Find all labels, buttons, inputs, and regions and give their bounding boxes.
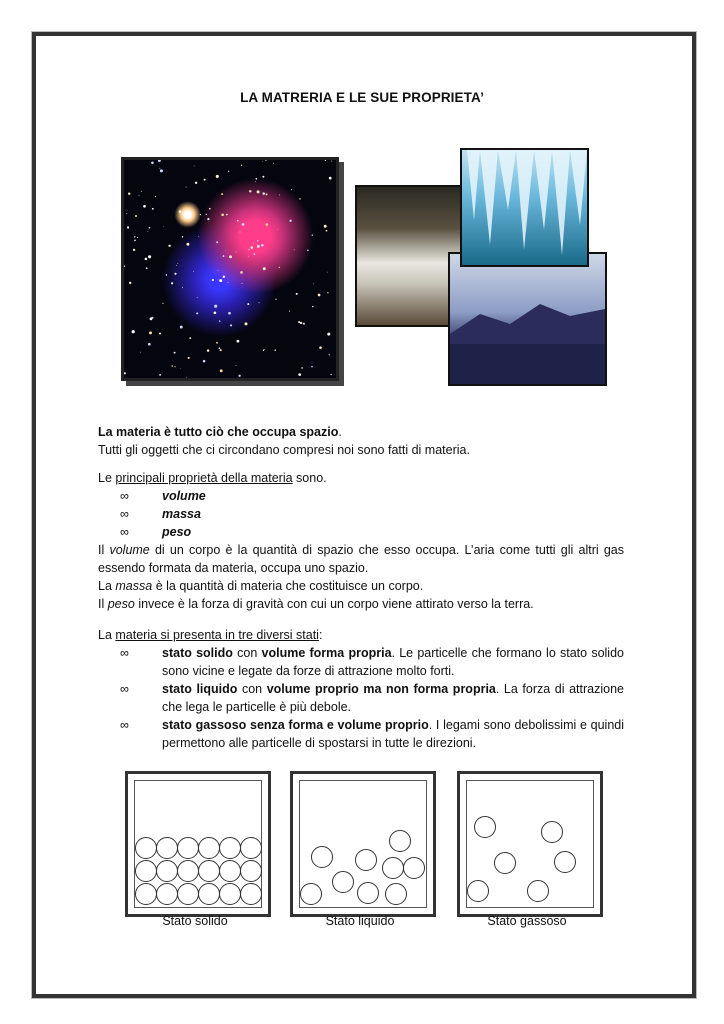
star: [152, 208, 154, 210]
star: [330, 374, 331, 375]
solid-particle: [199, 861, 220, 882]
state-text: con: [232, 646, 262, 660]
star: [189, 337, 191, 339]
liquid-particle: [404, 858, 425, 879]
star: [151, 162, 154, 165]
liquid-particle: [390, 831, 411, 852]
star: [127, 226, 129, 228]
star: [242, 223, 245, 226]
star: [182, 236, 183, 237]
solid-particle: [220, 861, 241, 882]
state-text: . La forza di attrazione che lega le particelle è più debole.: [162, 682, 624, 714]
star: [262, 176, 264, 178]
star: [188, 357, 190, 359]
star: [289, 220, 291, 222]
gas-particle: [528, 881, 549, 902]
star: [208, 222, 209, 223]
star: [228, 282, 229, 283]
properties-suffix: sono.: [292, 471, 327, 485]
liquid-state-diagram: [290, 771, 436, 917]
intro-paragraph: [98, 423, 624, 459]
peso-definition: [98, 595, 624, 613]
star: [230, 324, 232, 326]
star: [214, 312, 217, 315]
def-term: peso: [107, 597, 135, 611]
massa-definition: [98, 577, 624, 595]
state-name: stato gassoso senza forma e volume proprio: [162, 718, 429, 732]
star: [159, 332, 161, 334]
star: [257, 240, 258, 241]
star: [237, 340, 240, 343]
list-item: [98, 505, 624, 523]
star: [134, 239, 136, 241]
intro-period: .: [338, 425, 342, 439]
star: [298, 321, 300, 323]
star: [263, 192, 265, 194]
liquid-particle: [386, 884, 407, 905]
star: [186, 377, 187, 378]
star: [206, 214, 207, 215]
star: [255, 181, 256, 182]
star: [255, 178, 257, 180]
list-item: [98, 523, 624, 541]
liquid-particle: [333, 872, 354, 893]
star: [220, 369, 223, 372]
property-volume: volume: [162, 489, 206, 503]
star: [240, 271, 243, 274]
list-item: [98, 487, 624, 505]
state-text: . I legami sono debolissimi e quindi permettono alle particelle di spostarsi in tutte le direzioni.: [162, 718, 624, 750]
star: [162, 303, 163, 304]
galaxy-image: [121, 157, 339, 381]
states-prefix: La: [98, 628, 116, 642]
mountain-lake-image: [448, 252, 607, 386]
star: [141, 191, 142, 192]
star: [242, 283, 243, 284]
star: [247, 303, 249, 305]
star: [216, 342, 218, 344]
star: [146, 267, 148, 269]
solid-particle: [136, 884, 157, 905]
star: [216, 175, 219, 178]
star: [253, 243, 254, 244]
caption-liquid: Stato liquido: [325, 914, 395, 928]
liquid-particle: [383, 858, 404, 879]
caption-gas: Stato gassoso: [487, 914, 567, 928]
star: [133, 249, 135, 251]
solid-particle: [241, 861, 262, 882]
star: [126, 213, 127, 214]
gas-state-diagram: [457, 771, 603, 917]
star: [251, 246, 254, 249]
star: [229, 255, 232, 258]
def-text: invece è la forza di gravità con cui un corpo viene attirato verso la terra.: [134, 597, 534, 611]
star: [301, 367, 303, 369]
star: [228, 312, 231, 315]
star: [159, 374, 161, 376]
star: [147, 231, 148, 232]
star: [194, 166, 195, 167]
list-item: [98, 680, 624, 716]
star: [220, 349, 222, 351]
star: [218, 279, 219, 280]
properties-section: [98, 469, 624, 613]
star: [137, 237, 138, 238]
star: [195, 182, 197, 184]
star: [275, 299, 276, 300]
star: [174, 273, 176, 275]
def-text: di un corpo è la quantità di spazio che esso occupa. L’aria come tutti gli altri gas essendo formata da materia, occupa uno spazio.: [98, 543, 624, 575]
star: [312, 234, 313, 235]
star: [155, 196, 156, 197]
star: [236, 251, 237, 252]
star: [225, 250, 226, 251]
star: [303, 323, 305, 325]
star: [149, 331, 152, 334]
star: [263, 267, 266, 270]
star: [277, 229, 278, 230]
star: [203, 360, 206, 363]
star: [331, 161, 332, 162]
def-text: è la quantità di materia che costituisce un corpo.: [152, 579, 424, 593]
star: [223, 255, 225, 257]
star: [129, 282, 131, 284]
def-pre: La: [98, 579, 116, 593]
star: [291, 189, 292, 190]
star: [158, 160, 161, 162]
solid-particle: [178, 838, 199, 859]
star: [221, 213, 224, 216]
bullet-icon: ∞: [120, 489, 129, 503]
star: [145, 258, 148, 261]
gas-particle: [475, 817, 496, 838]
state-name: stato solido: [162, 646, 233, 660]
star: [186, 243, 189, 246]
liquid-particle: [312, 847, 333, 868]
star: [298, 373, 301, 376]
star: [216, 241, 218, 243]
list-item: [98, 644, 624, 680]
star: [186, 187, 187, 188]
solid-particle: [220, 884, 241, 905]
star: [319, 346, 322, 349]
star: [200, 214, 201, 215]
star: [196, 312, 198, 314]
star: [266, 223, 269, 226]
star: [124, 372, 126, 374]
property-massa: massa: [162, 507, 201, 521]
star: [318, 294, 321, 297]
states-link: materia si presenta in tre diversi stati: [115, 628, 319, 642]
solid-particle: [136, 838, 157, 859]
star: [221, 193, 223, 195]
volume-definition: [98, 541, 624, 577]
solid-particle: [178, 861, 199, 882]
star: [279, 194, 280, 195]
star: [182, 287, 183, 288]
star: [212, 279, 214, 281]
gas-particle: [468, 881, 489, 902]
star: [171, 282, 173, 284]
def-pre: Il: [98, 597, 108, 611]
star: [180, 368, 181, 369]
state-prop: volume proprio ma non forma propria: [266, 682, 496, 696]
star: [148, 255, 151, 258]
solid-state-diagram: [125, 771, 271, 917]
star: [168, 245, 170, 247]
icicles-image: [460, 148, 589, 267]
star: [245, 322, 248, 325]
star: [313, 283, 314, 284]
star: [198, 236, 199, 237]
star: [329, 354, 330, 355]
gas-particle: [495, 853, 516, 874]
star: [241, 165, 242, 166]
star: [214, 305, 217, 308]
star: [261, 244, 264, 247]
bullet-icon: ∞: [120, 718, 129, 732]
star: [219, 347, 221, 349]
star: [128, 192, 130, 194]
properties-link: principali proprietà della materia: [115, 471, 293, 485]
star: [279, 267, 280, 268]
bullet-icon: ∞: [120, 507, 129, 521]
star: [223, 276, 225, 278]
def-term: volume: [109, 543, 150, 557]
star: [174, 352, 176, 354]
star: [257, 245, 260, 248]
state-name: stato liquido: [162, 682, 238, 696]
star: [197, 297, 198, 298]
star: [240, 232, 241, 233]
star: [139, 195, 140, 196]
solid-particle: [157, 861, 178, 882]
star: [159, 168, 160, 169]
star: [327, 292, 328, 293]
star: [132, 330, 135, 333]
star: [238, 375, 240, 377]
star: [148, 343, 151, 346]
star: [176, 265, 177, 266]
star: [324, 225, 327, 228]
star: [163, 226, 164, 227]
list-item: [98, 716, 624, 752]
star: [254, 253, 256, 255]
star: [327, 272, 328, 273]
star: [228, 171, 229, 172]
star: [262, 161, 263, 162]
star: [149, 227, 151, 229]
star: [311, 366, 313, 368]
star: [265, 193, 267, 195]
star: [174, 366, 175, 367]
star: [236, 365, 237, 366]
properties-list: [98, 487, 624, 541]
star: [300, 322, 302, 324]
gas-particle: [555, 852, 576, 873]
property-peso: peso: [162, 525, 192, 539]
bullet-icon: ∞: [120, 525, 129, 539]
star: [207, 349, 209, 351]
star: [327, 333, 330, 336]
bullet-icon: ∞: [120, 682, 129, 696]
star: [180, 326, 183, 329]
state-text: . Le particelle che formano lo stato solido sono vicine e legate da forze di attrazione molto forti.: [162, 646, 624, 678]
state-prop: volume forma propria: [261, 646, 392, 660]
star: [143, 205, 146, 208]
states-list: [98, 644, 624, 752]
star: [258, 302, 259, 303]
star: [209, 208, 211, 210]
bullet-icon: ∞: [120, 646, 129, 660]
star: [307, 250, 309, 252]
solid-particle: [157, 838, 178, 859]
star: [274, 349, 276, 351]
star: [329, 177, 332, 180]
solid-particle: [199, 838, 220, 859]
solid-particle: [241, 884, 262, 905]
star: [273, 163, 274, 164]
star: [263, 350, 264, 351]
star: [151, 317, 153, 319]
star: [218, 270, 219, 271]
properties-prefix: Le: [98, 471, 116, 485]
star: [166, 274, 167, 275]
star: [294, 249, 295, 250]
liquid-particle: [356, 850, 377, 871]
star: [312, 306, 314, 308]
star: [249, 190, 251, 192]
star: [135, 215, 137, 217]
state-text: con: [237, 682, 267, 696]
star: [265, 160, 266, 161]
solid-particle: [157, 884, 178, 905]
star: [219, 320, 220, 321]
solid-particle: [178, 884, 199, 905]
intro-line: Tutti gli oggetti che ci circondano compresi noi sono fatti di materia.: [98, 443, 470, 457]
star: [177, 263, 178, 264]
states-section: [98, 626, 624, 752]
caption-solid: Stato solido: [162, 914, 228, 928]
star: [326, 230, 328, 232]
star: [296, 293, 298, 295]
intro-bold: La materia è tutto ciò che occupa spazio: [98, 425, 339, 439]
star: [248, 256, 249, 257]
star: [219, 279, 222, 282]
page-title: LA MATRERIA E LE SUE PROPRIETA’: [240, 90, 484, 105]
states-suffix: :: [318, 628, 323, 642]
star: [207, 218, 209, 220]
star: [140, 352, 141, 353]
star: [204, 179, 206, 181]
solid-particle: [241, 838, 262, 859]
star: [257, 190, 260, 193]
star: [289, 311, 290, 312]
def-pre: Il: [98, 543, 110, 557]
star: [124, 265, 125, 267]
star: [179, 210, 182, 213]
star: [160, 169, 163, 172]
star: [226, 214, 228, 216]
solid-particle: [136, 861, 157, 882]
star: [134, 236, 136, 238]
star: [248, 249, 249, 250]
solid-particle: [199, 884, 220, 905]
star: [193, 271, 194, 272]
def-term: massa: [115, 579, 153, 593]
liquid-particle: [358, 883, 379, 904]
star: [171, 365, 173, 367]
solid-particle: [220, 838, 241, 859]
liquid-particle: [301, 884, 322, 905]
star: [299, 198, 301, 200]
star: [325, 160, 326, 161]
star: [237, 220, 239, 222]
gas-particle: [542, 822, 563, 843]
